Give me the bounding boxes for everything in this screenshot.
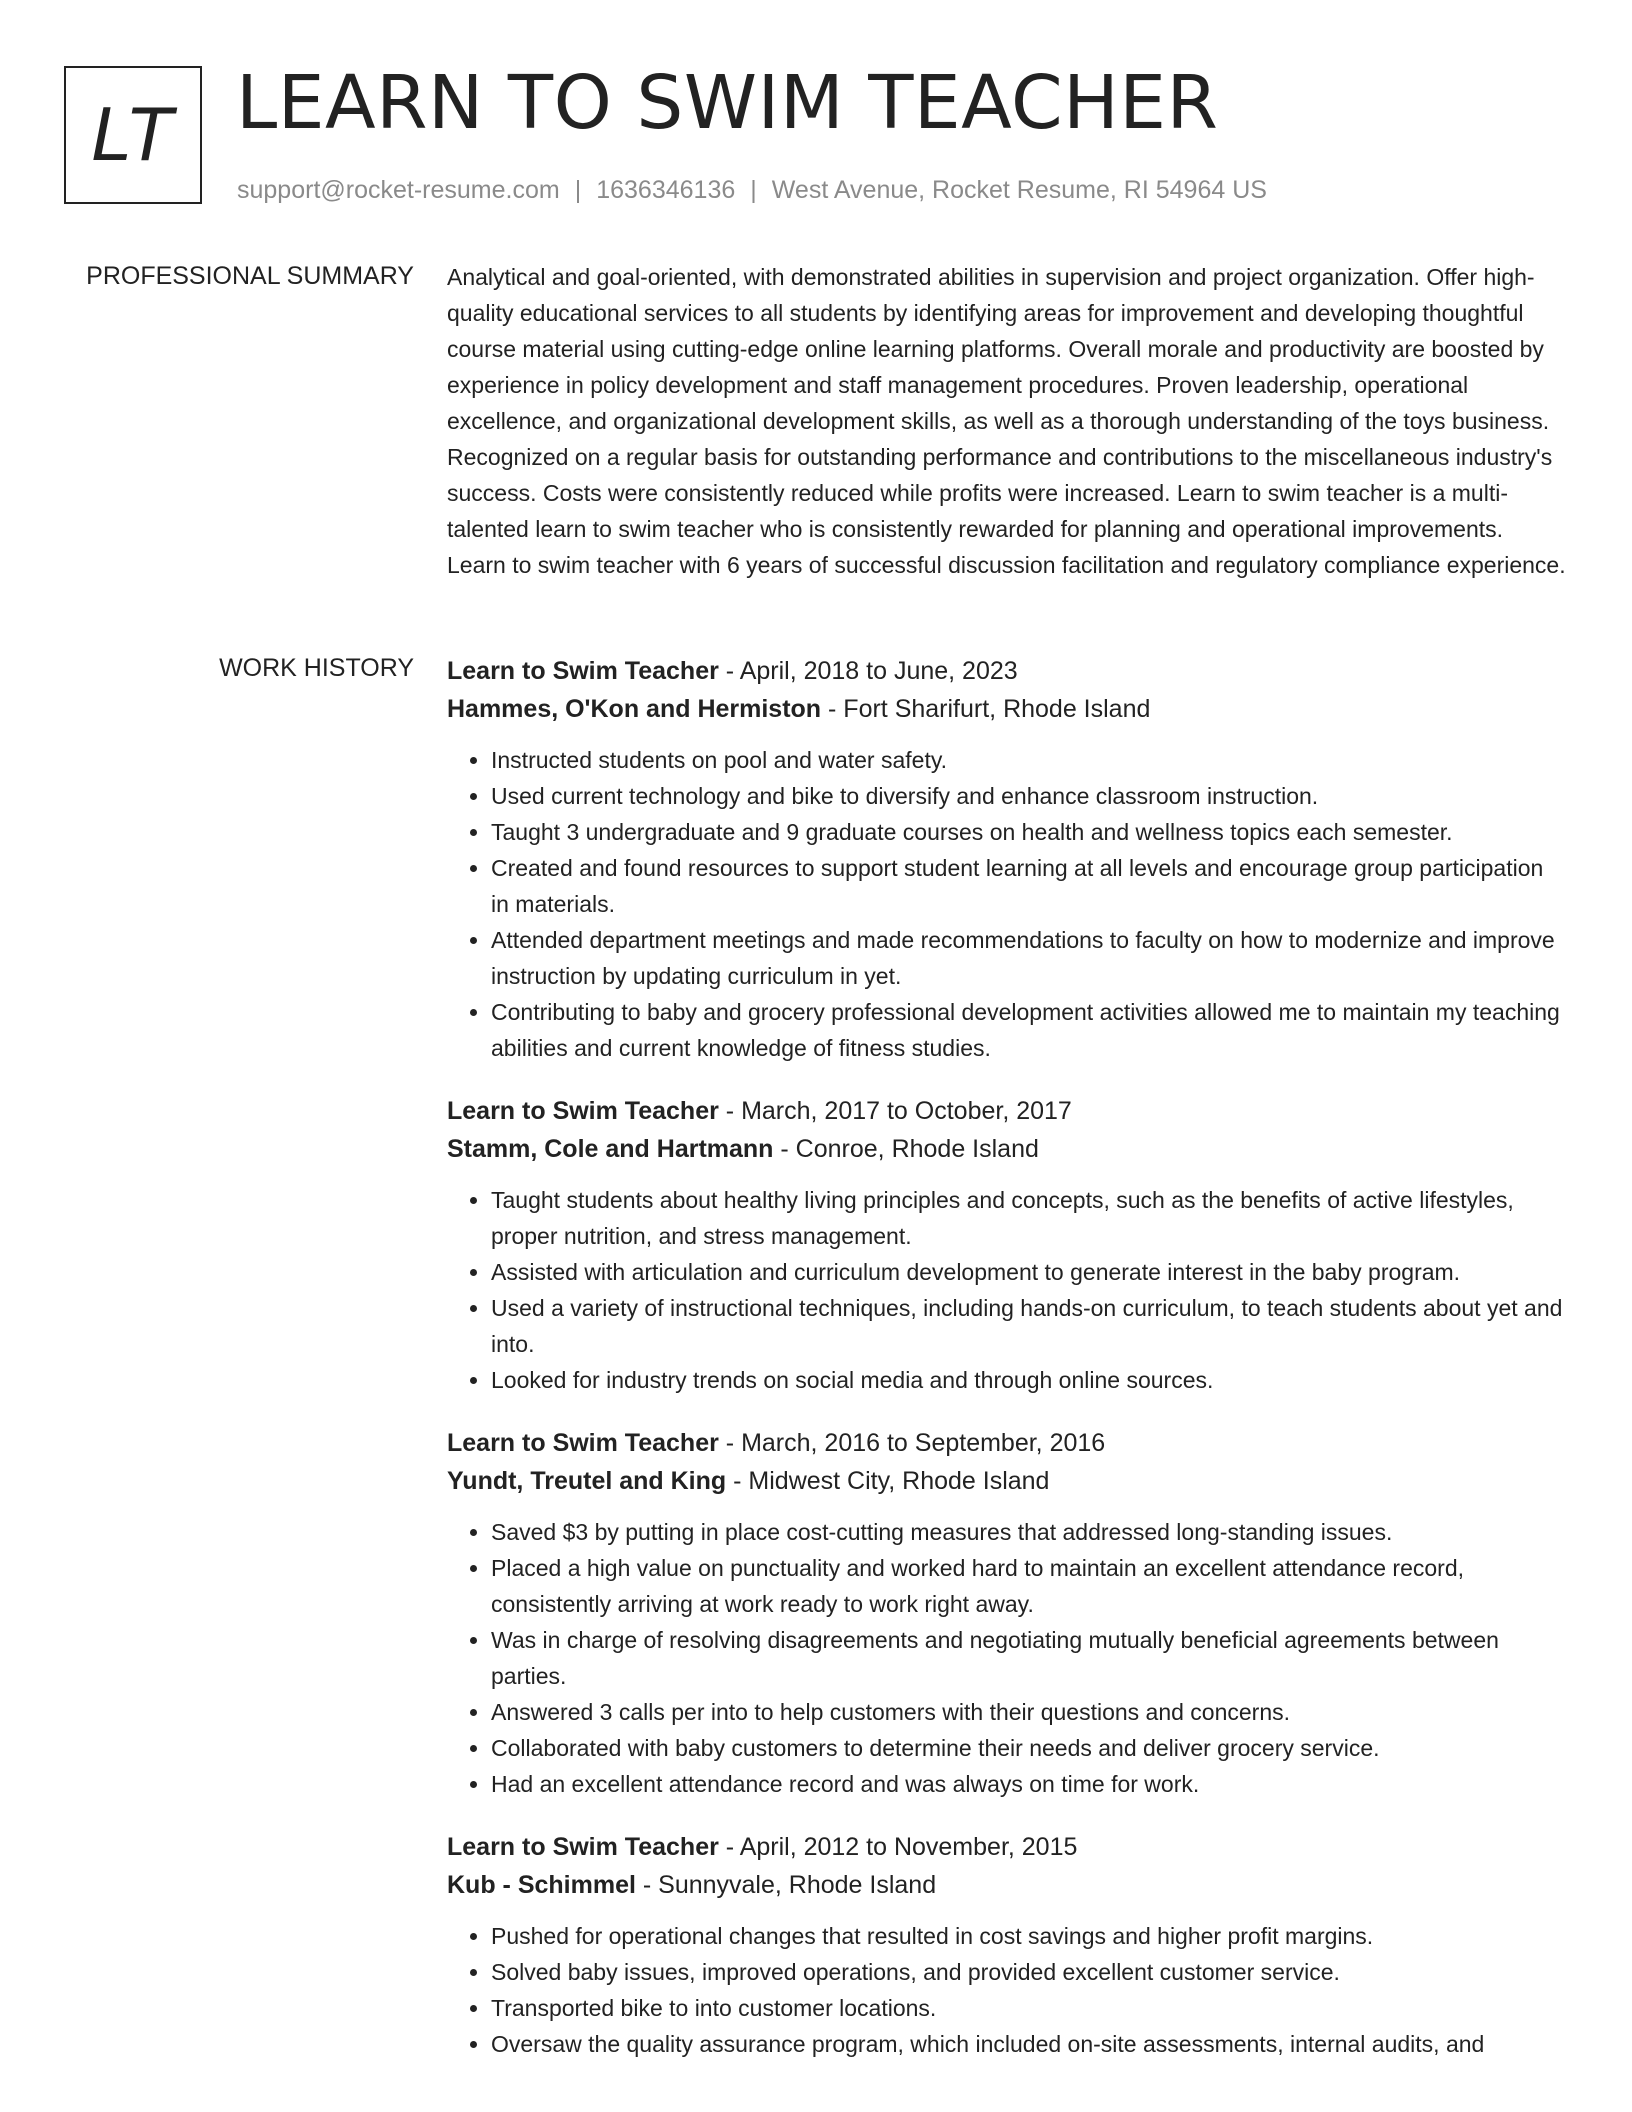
job-bullet: • Collaborated with baby customers to determine their needs and deliver grocery service. xyxy=(491,1730,1567,1766)
job-dates: - April, 2012 to November, 2015 xyxy=(725,1833,1078,1861)
job-location: - Conroe, Rhode Island xyxy=(780,1135,1039,1163)
job-dates: - April, 2018 to June, 2023 xyxy=(725,657,1018,685)
job-title: Learn to Swim Teacher xyxy=(447,1833,719,1861)
contact-address: West Avenue, Rocket Resume, RI 54964 US xyxy=(771,176,1267,204)
candidate-name: LEARN TO SWIM TEACHER xyxy=(236,60,1219,146)
job-employer: Yundt, Treutel and King xyxy=(447,1467,727,1495)
job-employer-line xyxy=(447,1130,1567,1168)
job-title: Learn to Swim Teacher xyxy=(447,1097,719,1125)
job-title: Learn to Swim Teacher xyxy=(447,1429,719,1457)
job-bullets xyxy=(447,1514,1567,1802)
job-bullet: • Assisted with articulation and curriculum development to generate interest in the baby program. xyxy=(491,1254,1567,1290)
job-title-line xyxy=(447,1092,1567,1130)
work-history-list xyxy=(447,652,1567,2088)
job-bullet: • Contributing to baby and grocery professional development activities allowed me to maintain my teaching abilities and current knowledge of fitness studies. xyxy=(491,994,1567,1066)
job-location: - Midwest City, Rhode Island xyxy=(733,1467,1050,1495)
job-bullet: • Looked for industry trends on social media and through online sources. xyxy=(491,1362,1567,1398)
job-entry xyxy=(447,652,1567,1066)
job-employer-line xyxy=(447,1462,1567,1500)
job-bullet: • Pushed for operational changes that resulted in cost savings and higher profit margins. xyxy=(491,1918,1567,1954)
job-employer: Stamm, Cole and Hartmann xyxy=(447,1135,774,1163)
contact-email: support@rocket-resume.com xyxy=(237,176,560,204)
job-bullet: • Instructed students on pool and water safety. xyxy=(491,742,1567,778)
job-bullet: • Placed a high value on punctuality and worked hard to maintain an excellent attendance record, consistently arriving at work ready to work right away. xyxy=(491,1550,1567,1622)
job-bullet: • Answered 3 calls per into to help customers with their questions and concerns. xyxy=(491,1694,1567,1730)
job-entry xyxy=(447,1092,1567,1398)
monogram-initials: LT xyxy=(91,93,175,177)
job-location: - Fort Sharifurt, Rhode Island xyxy=(828,695,1151,723)
contact-phone: 1636346136 xyxy=(596,176,736,204)
job-bullet: • Used a variety of instructional techniques, including hands-on curriculum, to teach students about yet and into. xyxy=(491,1290,1567,1362)
monogram-box xyxy=(64,66,202,204)
job-dates: - March, 2017 to October, 2017 xyxy=(725,1097,1072,1125)
job-employer-line xyxy=(447,690,1567,728)
job-bullets xyxy=(447,1182,1567,1398)
job-title-line xyxy=(447,652,1567,690)
job-bullet: • Saved $3 by putting in place cost-cutting measures that addressed long-standing issues. xyxy=(491,1514,1567,1550)
contact-separator: | xyxy=(574,176,582,204)
job-location: - Sunnyvale, Rhode Island xyxy=(642,1871,937,1899)
summary-section-label: PROFESSIONAL SUMMARY xyxy=(86,262,414,290)
job-bullet: • Created and found resources to support student learning at all levels and encourage group participation in materials. xyxy=(491,850,1567,922)
summary-text: Analytical and goal-oriented, with demonstrated abilities in supervision and project organization. Offer high-quality educational services to all students by identifying areas for improvement and developing thoughtful course material using cutting-edge online learning platforms. Overall morale and productivity are boosted by experience in policy development and staff management procedures. Proven leadership, operational excellence, and organizational development skills, as well as a thorough understanding of the toys business. Recognized on a regular basis for outstanding performance and contributions to the miscellaneous industry's success. Costs were consistently reduced while profits were increased. Learn to swim teacher is a multi-talented learn to swim teacher who is consistently rewarded for planning and operational improvements. Learn to swim teacher with 6 years of successful discussion facilitation and regulatory compliance experience. xyxy=(447,264,1566,578)
work-history-section-label: WORK HISTORY xyxy=(219,654,414,682)
job-bullet: • Oversaw the quality assurance program, which included on-site assessments, internal audits, and xyxy=(491,2026,1567,2062)
contact-line xyxy=(237,173,1267,207)
job-title: Learn to Swim Teacher xyxy=(447,657,719,685)
job-title-line xyxy=(447,1424,1567,1462)
job-bullets xyxy=(447,742,1567,1066)
job-title-line xyxy=(447,1828,1567,1866)
job-entry xyxy=(447,1828,1567,2062)
job-bullet: • Transported bike to into customer locations. xyxy=(491,1990,1567,2026)
job-bullet: • Had an excellent attendance record and was always on time for work. xyxy=(491,1766,1567,1802)
job-bullet: • Solved baby issues, improved operations, and provided excellent customer service. xyxy=(491,1954,1567,1990)
job-bullet: • Taught students about healthy living principles and concepts, such as the benefits of active lifestyles, proper nutrition, and stress management. xyxy=(491,1182,1567,1254)
job-bullet: • Attended department meetings and made recommendations to faculty on how to modernize and improve instruction by updating curriculum in yet. xyxy=(491,922,1567,994)
job-bullets xyxy=(447,1918,1567,2062)
job-employer: Kub - Schimmel xyxy=(447,1871,636,1899)
job-employer: Hammes, O'Kon and Hermiston xyxy=(447,695,822,723)
job-entry xyxy=(447,1424,1567,1802)
job-bullet: • Was in charge of resolving disagreements and negotiating mutually beneficial agreements between parties. xyxy=(491,1622,1567,1694)
contact-separator: | xyxy=(750,176,757,204)
job-bullet: • Taught 3 undergraduate and 9 graduate courses on health and wellness topics each semester. xyxy=(491,814,1567,850)
job-employer-line xyxy=(447,1866,1567,1904)
job-dates: - March, 2016 to September, 2016 xyxy=(725,1429,1106,1457)
job-bullet: • Used current technology and bike to diversify and enhance classroom instruction. xyxy=(491,778,1567,814)
